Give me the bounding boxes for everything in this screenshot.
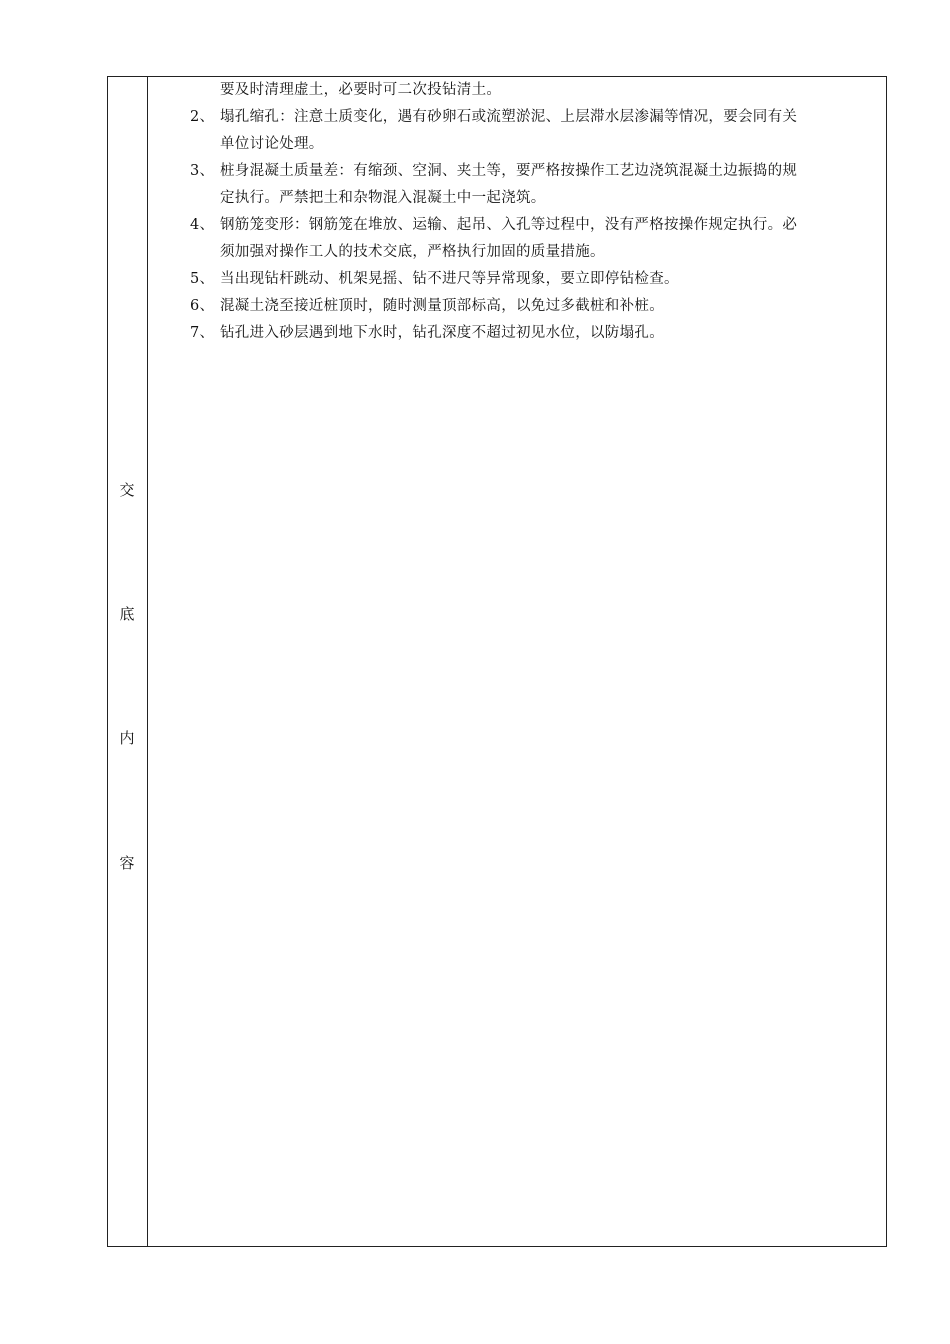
item-number: 6、 xyxy=(190,298,215,314)
item-line: 定执行。严禁把土和杂物混入混凝土中一起浇筑。 xyxy=(220,190,546,206)
content-column xyxy=(148,77,886,1246)
item-number: 7、 xyxy=(190,325,215,341)
item-number: 5、 xyxy=(190,271,215,287)
label-column xyxy=(108,77,148,1246)
lead-line: 要及时清理虚土，必要时可二次投钻清土。 xyxy=(220,82,502,98)
item-line: 混凝土浇至接近桩顶时，随时测量顶部标高，以免过多截桩和补桩。 xyxy=(220,298,664,314)
disclosure-table xyxy=(107,76,887,1247)
item-number: 3、 xyxy=(190,163,215,179)
label-char-2: 底 xyxy=(119,605,135,623)
item-line: 当出现钻杆跳动、机架晃摇、钻不进尺等异常现象，要立即停钻检查。 xyxy=(220,271,679,287)
label-char-4: 容 xyxy=(119,854,135,872)
label-char-1: 交 xyxy=(119,481,135,499)
item-line: 塌孔缩孔：注意土质变化，遇有砂卵石或流塑淤泥、上层滞水层渗漏等情况，要会同有关 xyxy=(220,109,798,125)
item-line: 桩身混凝土质量差：有缩颈、空洞、夹土等，要严格按操作工艺边浇筑混凝土边振捣的规 xyxy=(220,163,798,179)
item-line: 钢筋笼变形：钢筋笼在堆放、运输、起吊、入孔等过程中，没有严格按操作规定执行。必 xyxy=(220,217,798,233)
item-line: 须加强对操作工人的技术交底，严格执行加固的质量措施。 xyxy=(220,244,605,260)
item-number: 4、 xyxy=(190,217,215,233)
label-char-3: 内 xyxy=(119,729,135,747)
item-line: 钻孔进入砂层遇到地下水时，钻孔深度不超过初见水位，以防塌孔。 xyxy=(220,325,664,341)
item-number: 2、 xyxy=(190,109,215,125)
item-line: 单位讨论处理。 xyxy=(220,136,324,152)
